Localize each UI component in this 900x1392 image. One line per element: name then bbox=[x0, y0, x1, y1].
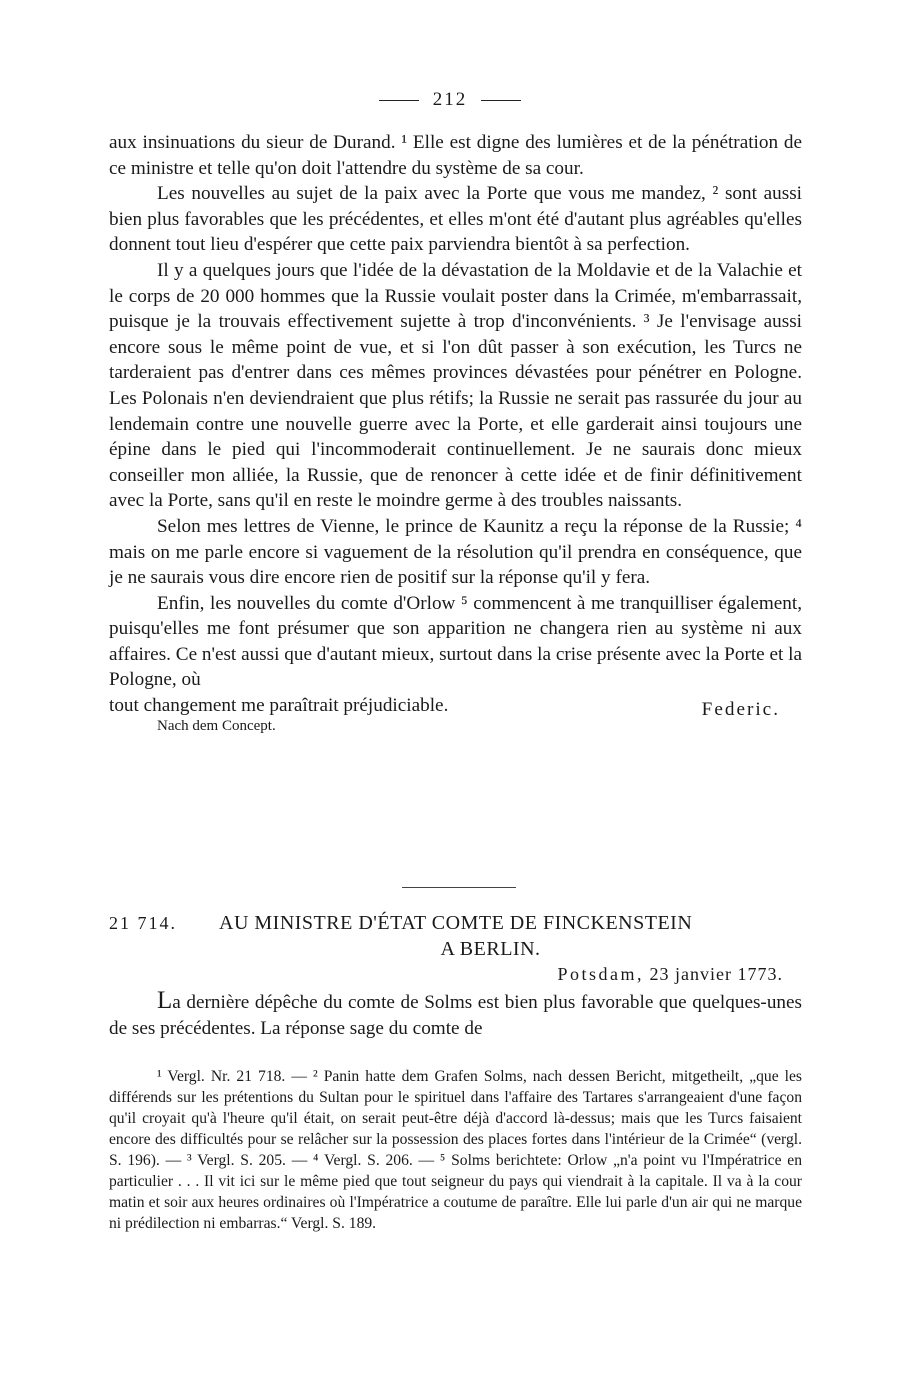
closing-row bbox=[109, 693, 802, 719]
page-number: 212 bbox=[432, 89, 468, 110]
document-heading bbox=[109, 910, 802, 962]
letter-body bbox=[109, 130, 802, 736]
document-body bbox=[109, 988, 802, 1041]
letter-paragraph-3: Il y a quelques jours que l'idée de la dévastation de la Moldavie et de la Valachie et le corps de 20 000 hommes que la Russie voulait poster dans la Crimée, m'embarrassait, puisque je la trouvais effectivement sujette à trop d'inconvénients. ³ Je l'envisage aussi encore sous le même point de vue, et si l'on dût passer à son exécution, les Turcs ne tarderaient pas d'entrer dans ces mêmes provinces dévastées pour pénétrer en Pologne. Les Polonais n'en deviendraient que plus rétifs; la Russie ne serait pas rassurée du jour au lendemain contre une nouvelle guerre avec la Porte, et elle garderait ainsi toujours une épine dans le pied qui l'incommoderait continuellement. Je ne saurais donc mieux conseiller mon alliée, la Russie, que de renoncer à cette idée et de finir définitivement avec la Porte, sans qu'il en reste le moindre germe à des troubles naissants. bbox=[109, 259, 802, 512]
letter-paragraph-1: aux insinuations du sieur de Durand. ¹ Elle est digne des lumières et de la pénétration de ce ministre et telle qu'on doit l'attendre du système de sa cour. bbox=[109, 132, 802, 179]
document-body-text: a dernière dépêche du comte de Solms est bien plus favorable que quelques-unes de ses précédentes. La réponse sage du comte de bbox=[109, 992, 802, 1039]
document-title-line1: AU MINISTRE D'ÉTAT COMTE DE FINCKENSTEIN bbox=[219, 912, 693, 934]
source-note: Nach dem Concept. bbox=[157, 717, 276, 734]
letter-paragraph-5: Enfin, les nouvelles du comte d'Orlow ⁵ commencent à me tranquilliser également, puisqu'elles me font présumer que son apparition ne changera rien au système ni aux affaires. Ce n'est aussi que d'autant mieux, surtout dans la crise présente avec la Porte et la Pologne, où bbox=[109, 592, 802, 691]
closing-line: tout changement me paraîtrait préjudiciable. bbox=[109, 695, 449, 717]
letter-paragraph-2: Les nouvelles au sujet de la paix avec la Porte que vous me mandez, ² sont aussi bien plus favorables que les précédentes, et elles m'ont été d'autant plus agréables qu'elles donnent tout lieu d'espérer que cette paix parviendra bientôt à sa perfection. bbox=[109, 183, 802, 256]
date-place: Potsdam, bbox=[557, 964, 645, 984]
page-header bbox=[0, 88, 900, 112]
section-divider bbox=[402, 887, 516, 888]
document-paragraph bbox=[109, 988, 802, 1041]
dateline bbox=[558, 964, 784, 985]
date-text: 23 janvier 1773. bbox=[649, 964, 783, 984]
header-rule-left bbox=[379, 100, 419, 101]
footnotes bbox=[109, 1066, 802, 1234]
document-title-line2: A BERLIN. bbox=[440, 938, 541, 960]
letter-paragraph-4: Selon mes lettres de Vienne, le prince de Kaunitz a reçu la réponse de la Russie; ⁴ mais on me parle encore si vaguement de la résolution qu'il prendra en conséquence, que je ne saurais vous dire encore rien de positif sur la réponse qu'il y fera. bbox=[109, 515, 802, 589]
footnotes-text: ¹ Vergl. Nr. 21 718. — ² Panin hatte dem Grafen Solms, nach dessen Bericht, mitgetheilt, „que les différends sur les prétentions du Sultan pour le spirituel dans l'affaire des Tartares s'arrangeaient d'une façon qu'il croyait qu'à l'heure qu'il était, on serait peut-être déjà d'accord là-dessus; mais que les Turcs faisaient encore des difficultés pour se relâcher sur la possession des places fortes dans l'intérieur de la Crimée“ (vergl. S. 196). — ³ Vergl. S. 205. — ⁴ Vergl. S. 206. — ⁵ Solms berichtete: Orlow „n'a point vu l'Impératrice en particulier . . . Il vit ici sur le même pied que tout seigneur du pays qui viendrait à la capitale. Il va à la cour matin et soir aux heures ordinaires où l'Impératrice a coutume de paraître. Elle lui parle d'un air qui ne marque ni prédilection ni embarras.“ Vergl. S. 189. bbox=[109, 1068, 802, 1232]
header-rule-right bbox=[481, 100, 521, 101]
document-number: 21 714. bbox=[109, 913, 177, 933]
initial-letter: L bbox=[157, 987, 173, 1014]
signature: Federic. bbox=[701, 699, 780, 721]
